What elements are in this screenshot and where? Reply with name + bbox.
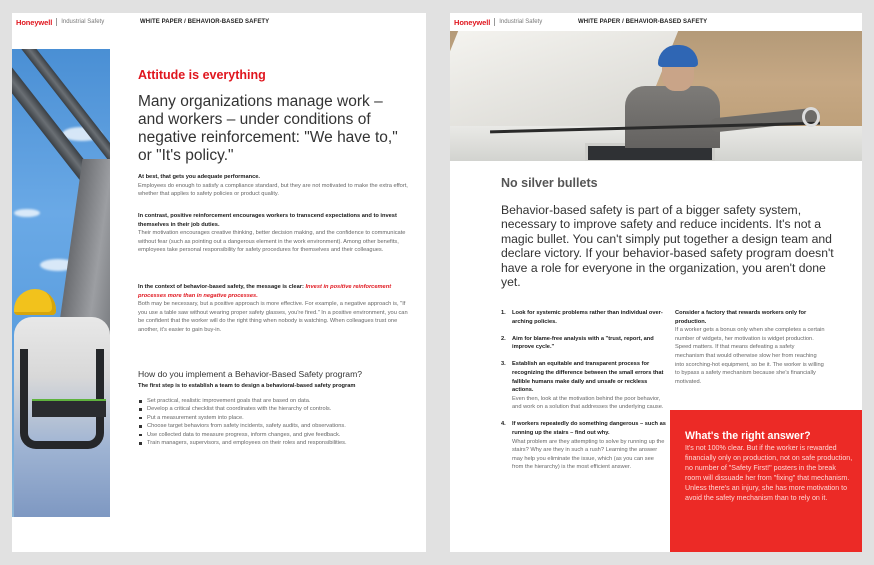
cloud-shape xyxy=(14,209,40,217)
step-body: What problem are they attempting to solve by running up the stairs? Why are they in such a rush? Learning the answer may help you eliminate the issue, which (as you can see from the hierarchy) is the most efficient answer. xyxy=(512,438,665,471)
header-divider xyxy=(494,18,495,26)
bullet-item: Train managers, supervisors, and employees on their roles and responsibilities. xyxy=(138,439,414,447)
step-body: Even then, look at the motivation behind the poor behavior, and work on a solution that addresses the underlying cause. xyxy=(512,395,664,411)
question-title: How do you implement a Behavior-Based Safety program? xyxy=(138,369,363,379)
intro-text: Many organizations manage work – and workers – under conditions of negative reinforcement: "We have to," or "It's policy." xyxy=(138,93,398,164)
right-answer-callout xyxy=(670,410,862,552)
step-lead: Establish an equitable and transparent process for recognizing the difference between the small errors that fallible humans make daily and unsafe or reckless actions. xyxy=(512,361,664,394)
paragraph-1 xyxy=(138,173,414,199)
step-item xyxy=(501,309,666,326)
step-number: 4. xyxy=(501,421,506,428)
honeywell-logo: Honeywell xyxy=(16,17,53,27)
hard-hat-icon xyxy=(658,45,698,67)
section-label: WHITE PAPER / BEHAVIOR-BASED SAFETY xyxy=(578,19,708,25)
bullet-item: Develop a critical checklist that coordinates with the hierarchy of controls. xyxy=(138,405,414,413)
wind-turbine-worker-photo-icon xyxy=(450,31,862,161)
document-page-left xyxy=(12,13,426,552)
worker-body-shape xyxy=(625,86,720,148)
paragraph-lead: At best, that gets you adequate performance. xyxy=(138,174,260,180)
bullet-item: Set practical, realistic improvement goals that are based on data. xyxy=(138,397,414,405)
paragraph-lead-text: In the context of behavior-based safety, the message is clear: xyxy=(138,284,304,290)
factory-body: If a worker gets a bonus only when she completes a certain number of widgets, her motivation is widget production. Speed matters. If that means defeating a safety mechanism that would otherwise slow her from reaching into scorching-hot equipment, so be it. The worker is willing to bypass a safety mechanism because she's financially motivated. xyxy=(675,327,825,385)
bullet-item: Choose target behaviors from safety incidents, safety audits, and observations. xyxy=(138,422,414,430)
section-label: WHITE PAPER / BEHAVIOR-BASED SAFETY xyxy=(140,19,270,25)
document-page-right xyxy=(450,13,862,552)
bullet-item: Use collected data to measure progress, inform changes, and give feedback. xyxy=(138,431,414,439)
intro-text: Behavior-based safety is part of a bigger safety system, necessary to improve safety and reduce incidents. It's not a magic bullet. You can't simply put together a design team and declare victory. If your behavior-based safety program doesn't have a role for everyone in the organization, you aren't done yet. xyxy=(501,203,834,290)
step-number: 2. xyxy=(501,335,506,342)
paragraph-2 xyxy=(138,212,414,255)
page-header xyxy=(12,13,426,31)
callout-title: What's the right answer? xyxy=(685,430,811,442)
step-item xyxy=(501,360,666,412)
paragraph-lead: In contrast, positive reinforcement encourages workers to transcend expectations and to invest themselves in their job duties. xyxy=(138,213,397,228)
factory-lead: Consider a factory that rewards workers only for production. xyxy=(675,310,807,325)
step-lead: Look for systemic problems rather than individual over-arching policies. xyxy=(512,310,663,325)
bullet-item: Put a measurement system into place. xyxy=(138,414,414,422)
paragraph-body: Their motivation encourages creative thinking, better decision making, and the confidence to communicate without fear (such as pointing out a dangerous element in the work environment). Among other benefits, employees take personal responsibility for safety procedures for themselves and their colleagues. xyxy=(138,230,406,254)
paragraph-3 xyxy=(138,283,414,335)
paragraph-lead xyxy=(138,283,414,300)
snap-hook-icon xyxy=(802,107,820,127)
question-subtitle: The first step is to establish a team to design a behavioral-based safety program xyxy=(138,383,356,389)
worker-in-harness-photo-icon xyxy=(12,49,110,517)
paragraph-body: Both may be necessary, but a positive approach is more effective. For example, a negative approach is, "If you use a table saw without wearing proper safety glasses, you're fired." In a positive environment, you can be confident that the worker will do the right thing when nobody is watching. When colleagues trust one another, it's easier to gain buy-in. xyxy=(138,301,408,333)
paragraph-lead-highlight: Invest in positive reinforcement processes more than in negative processes. xyxy=(138,284,392,299)
step-lead: Aim for blame-free analysis with a "trust, report, and improve cycle." xyxy=(512,335,654,351)
page-title: No silver bullets xyxy=(501,176,598,190)
page-title: Attitude is everything xyxy=(138,68,266,82)
factory-example xyxy=(675,309,825,386)
division-label: Industrial Safety xyxy=(499,19,543,25)
paragraph-body: Employees do enough to satisfy a compliance standard, but they are not motivated to make the extra effort, whether that applies to safety policies or product quality. xyxy=(138,182,408,198)
steps-list xyxy=(501,309,666,481)
callout-body: It's not 100% clear. But if the worker is rewarded financially only on production, not on safe production, no number of "Safety First!" posters in the break room will dissuade her from "fixing" that mechanism. Unless there's an injury, she has more motivation to avoid the safety mechanism than to rely on it. xyxy=(685,444,853,502)
page-header xyxy=(450,13,862,31)
honeywell-logo: Honeywell xyxy=(454,17,491,27)
hard-hat-icon xyxy=(14,289,56,315)
step-number: 1. xyxy=(501,310,506,316)
harness-strap-shape xyxy=(32,399,106,417)
step-lead: If workers repeatedly do something dangerous – such as running up the stairs – find out why. xyxy=(512,421,666,437)
step-item xyxy=(501,420,666,472)
step-item xyxy=(501,335,666,352)
implementation-bullets xyxy=(138,397,414,447)
division-label: Industrial Safety xyxy=(61,19,105,25)
header-divider xyxy=(56,18,57,26)
step-number: 3. xyxy=(501,361,506,368)
